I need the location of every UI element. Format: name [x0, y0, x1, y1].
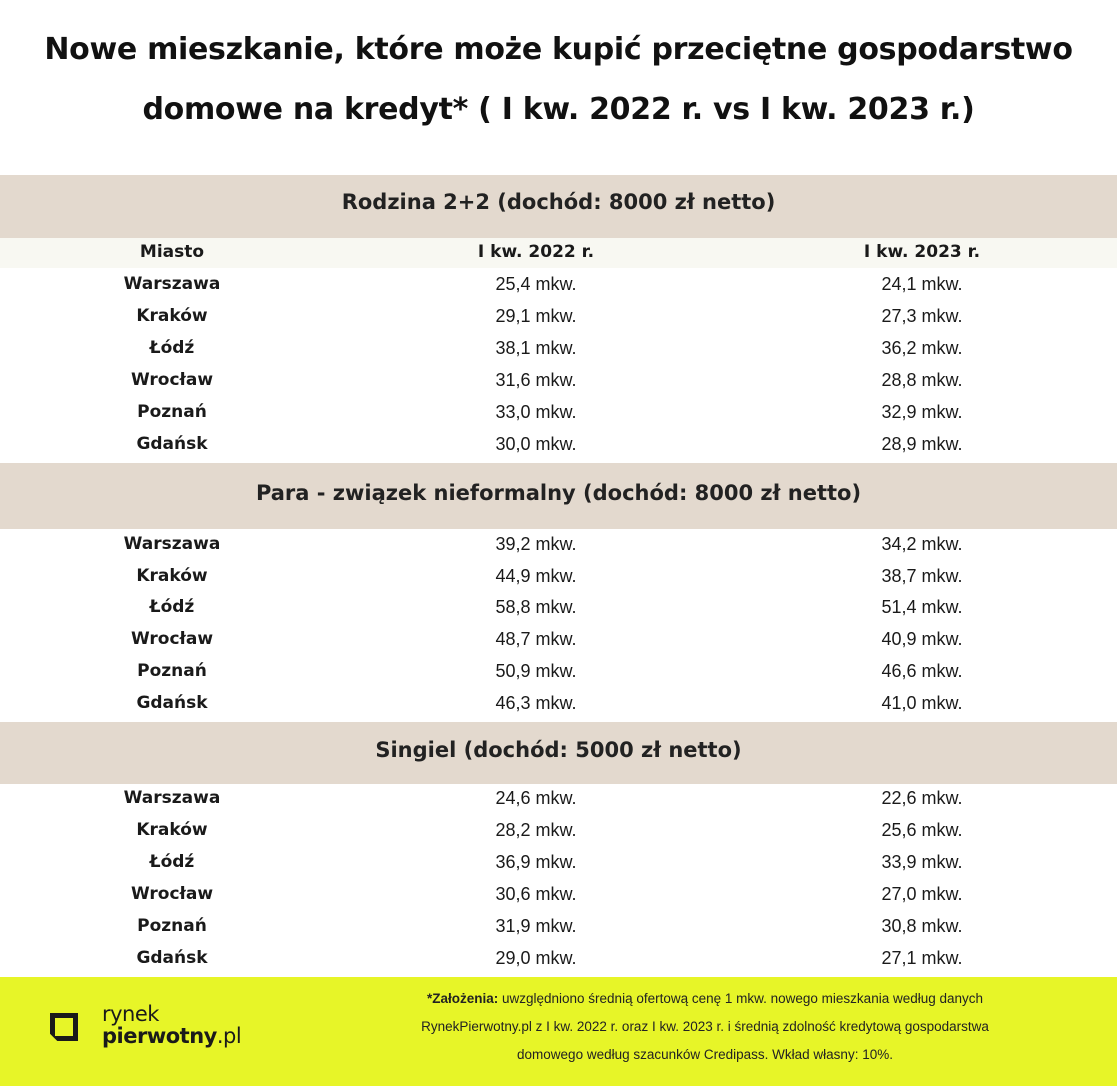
- row-2023: 28,9 mkw.: [881, 434, 963, 454]
- row-2022: 30,6 mkw.: [495, 884, 577, 904]
- row-city: Poznań: [137, 916, 207, 936]
- column-header-2023: I kw. 2023 r.: [863, 242, 981, 262]
- row-city: Warszawa: [123, 788, 221, 808]
- logo-line-2-bold: pierwotny: [102, 1024, 217, 1048]
- title-line-1: Nowe mieszkanie, które może kupić przeciętne gospodarstwo: [44, 32, 1073, 67]
- note-line-3: domowego według szacunków Credipass. Wkład własny: 10%.: [517, 1047, 893, 1062]
- assumptions-note: [345, 985, 1065, 1069]
- rynekpierwotny-logo[interactable]: [48, 1002, 268, 1065]
- logo-line-1: rynek: [102, 1002, 159, 1026]
- table-row: [0, 782, 1117, 814]
- row-2023: 51,4 mkw.: [881, 597, 963, 617]
- row-2023: 27,1 mkw.: [881, 948, 963, 968]
- row-2023: 27,3 mkw.: [881, 306, 963, 326]
- row-2022: 36,9 mkw.: [495, 852, 577, 872]
- row-city: Gdańsk: [136, 434, 208, 454]
- table-row: [0, 591, 1117, 623]
- row-city: Wrocław: [130, 884, 214, 904]
- row-2022: 50,9 mkw.: [495, 661, 577, 681]
- column-header-2022: I kw. 2022 r.: [477, 242, 595, 262]
- table-row: [0, 910, 1117, 942]
- row-2022: 28,2 mkw.: [495, 820, 577, 840]
- row-city: Poznań: [137, 661, 207, 681]
- section-heading-family: Rodzina 2+2 (dochód: 8000 zł netto): [0, 175, 1117, 238]
- row-2023: 46,6 mkw.: [881, 661, 963, 681]
- row-city: Warszawa: [123, 274, 221, 294]
- row-2023: 30,8 mkw.: [881, 916, 963, 936]
- row-city: Gdańsk: [136, 948, 208, 968]
- row-2022: 44,9 mkw.: [495, 566, 577, 586]
- section-heading-single: Singiel (dochód: 5000 zł netto): [0, 722, 1117, 784]
- row-2022: 30,0 mkw.: [495, 434, 577, 454]
- table-row: [0, 846, 1117, 878]
- row-2023: 38,7 mkw.: [881, 566, 963, 586]
- row-2022: 31,6 mkw.: [495, 370, 577, 390]
- row-city: Warszawa: [123, 534, 221, 554]
- table-row: [0, 396, 1117, 428]
- note-line-1: [345, 985, 1065, 1013]
- row-2023: 28,8 mkw.: [881, 370, 963, 390]
- table-row: [0, 560, 1117, 592]
- row-city: Wrocław: [130, 629, 214, 649]
- note-label: *Założenia:: [426, 991, 499, 1006]
- title-line-2: domowe na kredyt* ( I kw. 2022 r. vs I kw. 2023 r.): [142, 92, 975, 127]
- row-2022: 29,1 mkw.: [495, 306, 577, 326]
- column-header-city: Miasto: [139, 242, 205, 262]
- row-2022: 25,4 mkw.: [495, 274, 577, 294]
- row-2023: 41,0 mkw.: [881, 693, 963, 713]
- table-row: [0, 364, 1117, 396]
- row-city: Poznań: [137, 402, 207, 422]
- row-2022: 39,2 mkw.: [495, 534, 577, 554]
- note-text-1: uwzględniono średnią ofertową cenę 1 mkw. nowego mieszkania według danych: [498, 991, 984, 1006]
- row-2022: 31,9 mkw.: [495, 916, 577, 936]
- logo-mark-icon: [50, 1013, 78, 1041]
- section-heading-couple: Para - związek nieformalny (dochód: 8000 zł netto): [0, 463, 1117, 529]
- row-2022: 33,0 mkw.: [495, 402, 577, 422]
- table-row: [0, 814, 1117, 846]
- table-row: [0, 687, 1117, 719]
- row-2022: 29,0 mkw.: [495, 948, 577, 968]
- row-2023: 22,6 mkw.: [881, 788, 963, 808]
- logo-line-2: [102, 1025, 241, 1047]
- table-row: [0, 655, 1117, 687]
- row-2023: 25,6 mkw.: [881, 820, 963, 840]
- row-2022: 48,7 mkw.: [495, 629, 577, 649]
- table-row: [0, 268, 1117, 300]
- note-line-2: RynekPierwotny.pl z I kw. 2022 r. oraz I kw. 2023 r. i średnią zdolność kredytową gospodarstwa: [421, 1019, 989, 1034]
- row-2022: 58,8 mkw.: [495, 597, 577, 617]
- page-title: [0, 20, 1117, 140]
- row-2023: 32,9 mkw.: [881, 402, 963, 422]
- row-city: Gdańsk: [136, 693, 208, 713]
- table-row: [0, 878, 1117, 910]
- row-2023: 27,0 mkw.: [881, 884, 963, 904]
- row-2023: 36,2 mkw.: [881, 338, 963, 358]
- table-row: [0, 428, 1117, 460]
- row-city: Kraków: [136, 820, 208, 840]
- row-2023: 40,9 mkw.: [881, 629, 963, 649]
- footer-banner: [0, 977, 1117, 1086]
- column-header-row: [0, 238, 1117, 268]
- row-city: Wrocław: [130, 370, 214, 390]
- row-city: Łódź: [149, 852, 195, 872]
- row-2022: 38,1 mkw.: [495, 338, 577, 358]
- row-2023: 33,9 mkw.: [881, 852, 963, 872]
- row-city: Kraków: [136, 306, 208, 326]
- logo-line-2-suffix: .pl: [216, 1024, 242, 1048]
- row-2022: 24,6 mkw.: [495, 788, 577, 808]
- table-row: [0, 300, 1117, 332]
- table-row: [0, 623, 1117, 655]
- table-row: [0, 332, 1117, 364]
- table-row: [0, 528, 1117, 560]
- row-2023: 24,1 mkw.: [881, 274, 963, 294]
- row-2022: 46,3 mkw.: [495, 693, 577, 713]
- row-city: Kraków: [136, 566, 208, 586]
- logo-wordmark: [102, 1003, 241, 1047]
- row-2023: 34,2 mkw.: [881, 534, 963, 554]
- row-city: Łódź: [149, 338, 195, 358]
- row-city: Łódź: [149, 597, 195, 617]
- table-row: [0, 942, 1117, 974]
